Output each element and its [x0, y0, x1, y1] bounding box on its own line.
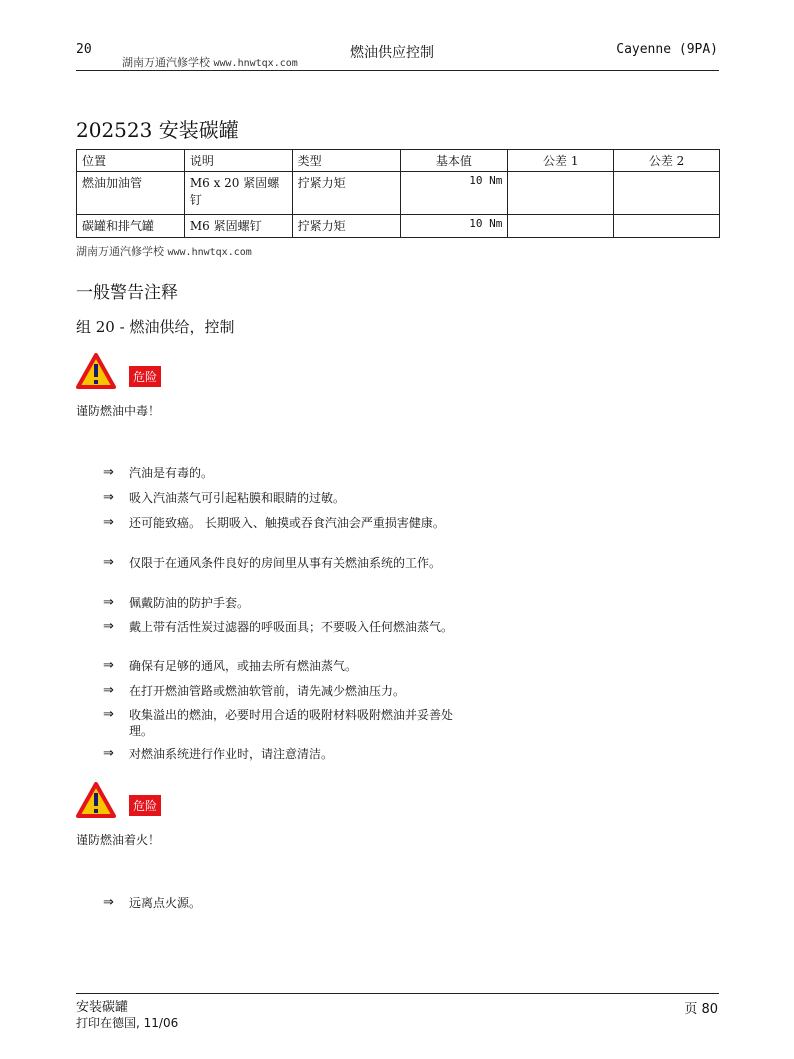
header-school-name: 湖南万通汽修学校: [122, 56, 210, 69]
header-page-number: 20: [76, 42, 92, 57]
warning-title: 谨防燃油着火！: [76, 833, 161, 847]
cell-base-value: 10 Nm: [400, 215, 508, 238]
cell-type: 拧紧力矩: [292, 172, 400, 215]
footer-title: 安装碳罐: [76, 1000, 129, 1015]
list-item-text: 收集溢出的燃油，必要时用合适的吸附材料吸附燃油并妥善处理。: [129, 708, 454, 738]
col-header-tolerance-1: 公差 1: [508, 150, 614, 172]
col-header-position: 位置: [77, 150, 185, 172]
bullet-arrow-icon: ⇒: [103, 658, 114, 673]
section-title: 202523 安装碳罐: [76, 118, 239, 142]
bullet-arrow-icon: ⇒: [103, 595, 114, 610]
spec-table-header-row: [77, 150, 720, 172]
footer-rule: [76, 993, 719, 994]
warning-triangle-icon: [76, 782, 116, 818]
list-item-text: 戴上带有活性炭过滤器的呼吸面具；不要吸入任何燃油蒸气。: [129, 620, 454, 634]
warning-title: 谨防燃油中毒！: [76, 404, 161, 418]
table-footer-school-name: 湖南万通汽修学校: [76, 245, 164, 258]
bullet-arrow-icon: ⇒: [103, 490, 114, 505]
bullet-arrow-icon: ⇒: [103, 683, 114, 698]
header-rule: [76, 70, 719, 71]
list-item-text: 仅限于在通风条件良好的房间里从事有关燃油系统的工作。: [129, 556, 442, 570]
header-school: [122, 54, 298, 70]
bullet-arrow-icon: ⇒: [103, 619, 114, 634]
table-row: [77, 172, 720, 215]
cell-tolerance-1: [508, 172, 614, 215]
col-header-tolerance-2: 公差 2: [614, 150, 720, 172]
footer-print-info: 打印在德国, 11/06: [76, 1016, 179, 1030]
list-item-text: 佩戴防油的防护手套。: [129, 596, 250, 610]
cell-description: M6 x 20 紧固螺钉: [184, 172, 292, 215]
header-chapter-title: 燃油供应控制: [350, 45, 434, 61]
cell-type: 拧紧力矩: [292, 215, 400, 238]
table-footer-school-url: www.hnwtqx.com: [167, 247, 252, 258]
table-row: [77, 215, 720, 238]
bullet-arrow-icon: ⇒: [103, 746, 114, 761]
footer-page-label: 页 80: [684, 1002, 718, 1017]
bullet-arrow-icon: ⇒: [103, 465, 114, 480]
cell-tolerance-2: [614, 172, 720, 215]
list-item-text: 吸入汽油蒸气可引起粘膜和眼睛的过敏。: [129, 491, 346, 505]
cell-position: 燃油加油管: [77, 172, 185, 215]
col-header-base-value: 基本值: [400, 150, 508, 172]
cell-base-value: 10 Nm: [400, 172, 508, 215]
danger-badge: 危险: [129, 366, 161, 387]
list-item-text: 对燃油系统进行作业时，请注意清洁。: [129, 747, 334, 761]
col-header-type: 类型: [292, 150, 400, 172]
list-item-text: 远离点火源。: [129, 896, 202, 910]
group-heading: 组 20 - 燃油供给，控制: [76, 318, 235, 336]
bullet-arrow-icon: ⇒: [103, 555, 114, 570]
bullet-arrow-icon: ⇒: [103, 707, 114, 722]
list-item-text: 还可能致癌。 长期吸入、触摸或吞食汽油会严重损害健康。: [129, 516, 445, 530]
cell-tolerance-2: [614, 215, 720, 238]
general-warnings-heading: 一般警告注释: [76, 283, 178, 303]
list-item-text: 确保有足够的通风，或抽去所有燃油蒸气。: [129, 659, 358, 673]
list-item-text: 汽油是有毒的。: [129, 466, 214, 480]
col-header-description: 说明: [184, 150, 292, 172]
cell-position: 碳罐和排气罐: [77, 215, 185, 238]
table-footer-school: [76, 243, 252, 259]
list-item-text: 在打开燃油管路或燃油软管前，请先减少燃油压力。: [129, 684, 406, 698]
header-model: Cayenne (9PA): [616, 42, 718, 57]
cell-description: M6 紧固螺钉: [184, 215, 292, 238]
danger-badge: 危险: [129, 795, 161, 816]
header-school-url: www.hnwtqx.com: [213, 58, 298, 69]
spec-table: [76, 149, 720, 238]
cell-tolerance-1: [508, 215, 614, 238]
bullet-arrow-icon: ⇒: [103, 895, 114, 910]
warning-triangle-icon: [76, 353, 116, 389]
bullet-arrow-icon: ⇒: [103, 515, 114, 530]
